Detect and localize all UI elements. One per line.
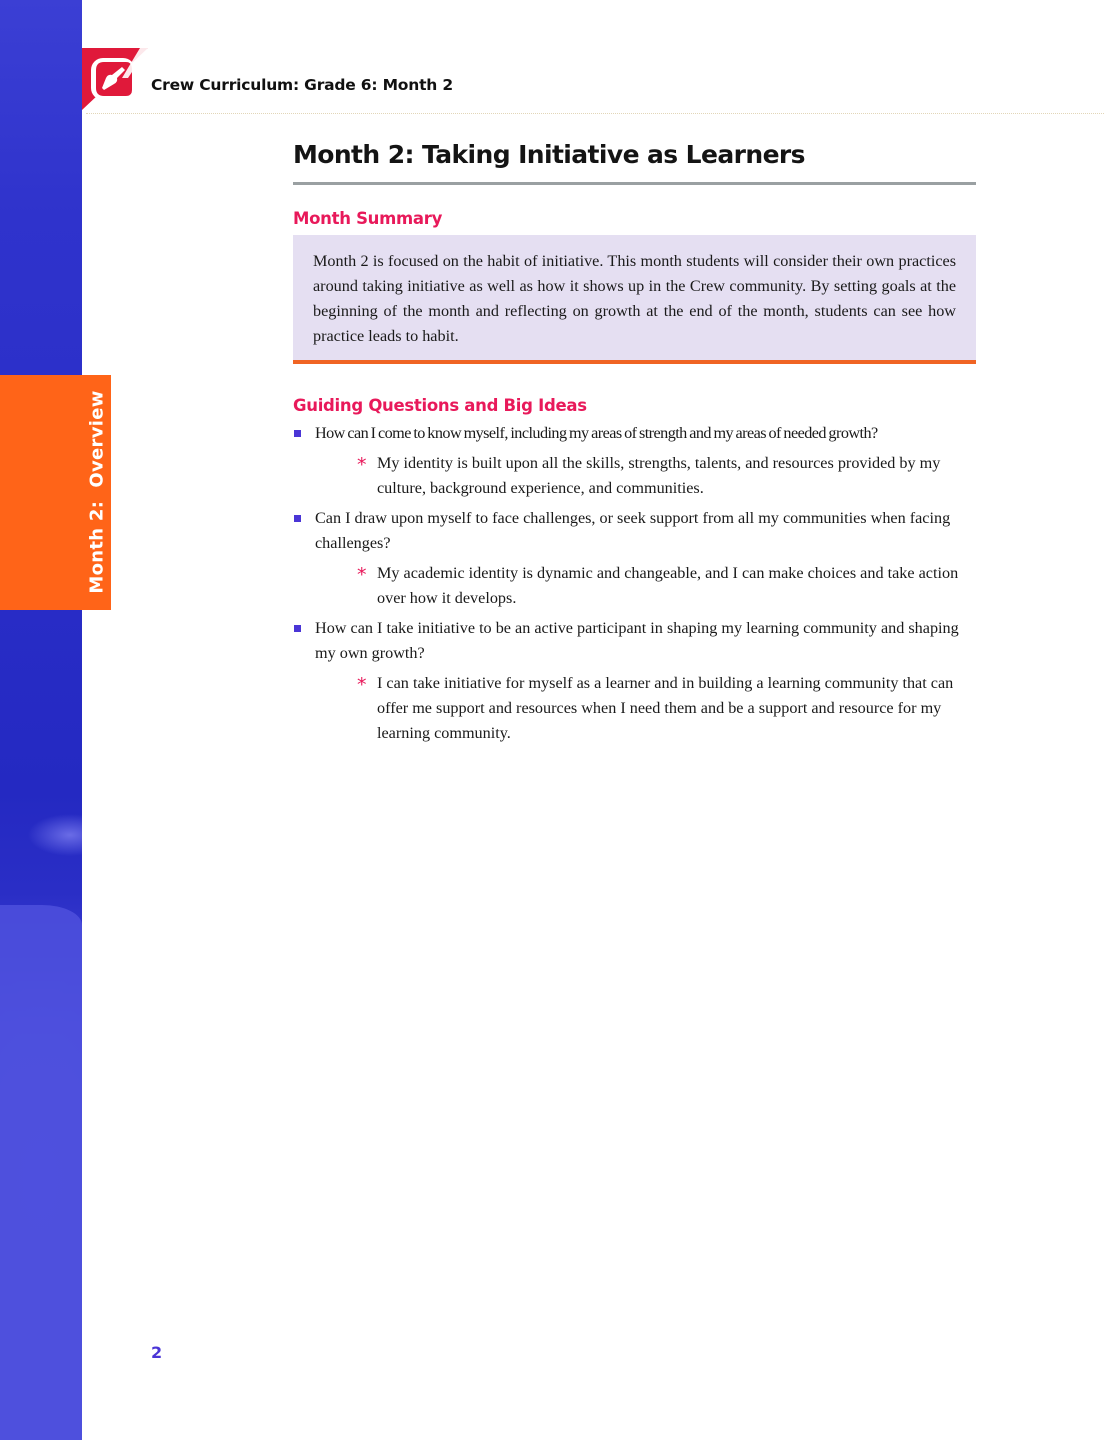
big-idea-text: I can take initiative for myself as a learner and in building a learning community that can offer me support and resources when I need them and be a support and resource for my learning community. (377, 674, 954, 742)
asterisk-bullet-icon: * (357, 454, 367, 476)
header-divider (86, 113, 1104, 114)
page-number: 2 (151, 1343, 163, 1362)
square-bullet-icon (294, 625, 301, 632)
guiding-question: How can I take initiative to be an active participant in shaping my learning community and shaping my own growth? (315, 619, 959, 662)
decorative-side-band (0, 0, 82, 1440)
guiding-question: How can I come to know myself, including my areas of strength and my areas of needed growth? (315, 424, 878, 442)
title-divider (293, 182, 976, 185)
big-idea (315, 451, 967, 501)
guiding-question: Can I draw upon myself to face challenges, or seek support from all my communities when facing challenges? (315, 509, 951, 552)
month-summary-box (293, 235, 976, 364)
page-title: Month 2: Taking Initiative as Learners (293, 140, 805, 169)
big-idea-text: My identity is built upon all the skills, strengths, talents, and resources provided by my culture, background experience, and communities. (377, 454, 941, 497)
square-bullet-icon (294, 430, 301, 437)
big-idea (315, 561, 967, 611)
guiding-question-item (293, 616, 983, 746)
month-summary-text: Month 2 is focused on the habit of initiative. This month students will consider their own practices around taking initiative as well as how it shows up in the Crew community. By setting goals at the beginning of the month and reflecting on growth at the end of the month, students can see how practice leads to habit. (313, 252, 956, 345)
guiding-question-item (293, 421, 983, 501)
section-side-tab-label: Month 2: Overview (86, 390, 108, 594)
crew-logo-icon (82, 48, 148, 110)
running-header-title: Crew Curriculum: Grade 6: Month 2 (151, 76, 453, 94)
square-bullet-icon (294, 515, 301, 522)
asterisk-bullet-icon: * (357, 564, 367, 586)
guiding-questions-list (293, 421, 983, 751)
asterisk-bullet-icon: * (357, 674, 367, 696)
big-idea-text: My academic identity is dynamic and changeable, and I can make choices and take action over how it develops. (377, 564, 959, 607)
guiding-question-item (293, 506, 983, 611)
month-summary-heading: Month Summary (293, 209, 443, 228)
big-idea (315, 671, 967, 746)
guiding-questions-heading: Guiding Questions and Big Ideas (293, 396, 587, 415)
